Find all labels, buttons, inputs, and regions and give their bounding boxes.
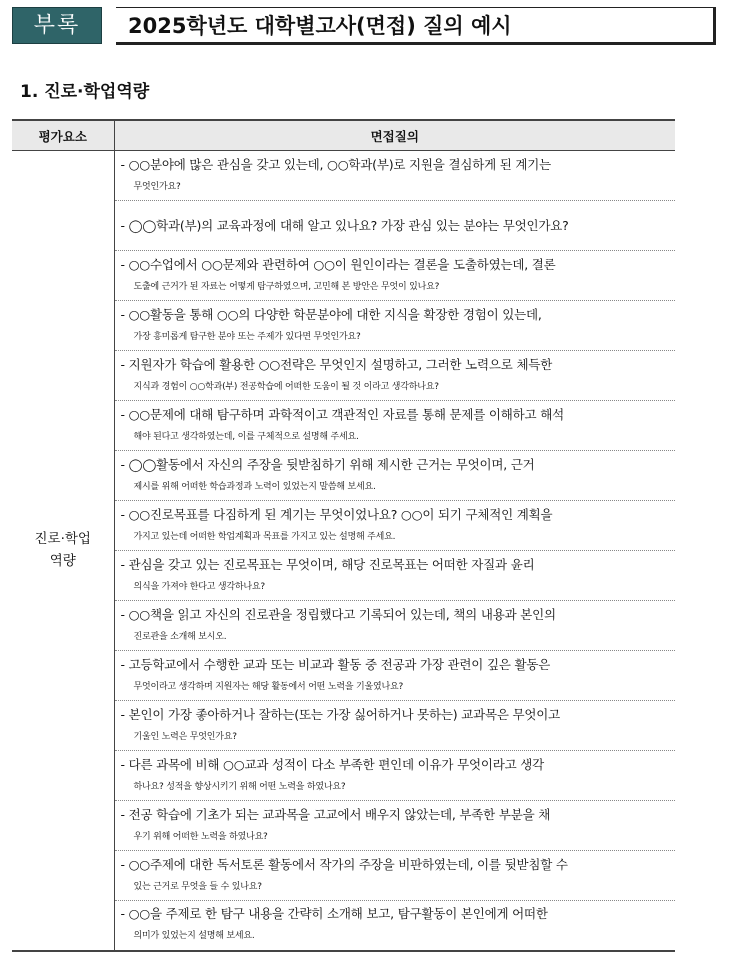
question-text [121,554,670,598]
question-line: 기울인 노력은 무엇인가요? [133,731,237,742]
question-text [121,354,670,398]
table-body [12,151,675,951]
question-text [121,854,670,898]
question-line: 가장 흥미롭게 탐구한 분야 또는 주제가 있다면 무엇인가요? [133,331,361,342]
title-box [116,7,716,45]
table-header-row [12,120,675,151]
column-header-question: 면접질의 [114,120,675,151]
question-text [121,654,670,698]
question-cell [114,901,675,951]
column-header-category: 평가요소 [12,120,114,151]
question-cell [114,251,675,301]
question-line: - ○○활동을 통해 ○○의 다양한 학문분야에 대한 지식을 확장한 경험이 있는데, [120,306,542,322]
question-line: - ○○책을 읽고 자신의 진로관을 정립했다고 기록되어 있는데, 책의 내용과 본인의 [120,606,556,622]
question-cell [114,751,675,801]
question-text [121,704,670,748]
evaluation-category-cell [12,151,114,951]
question-line: - 고등학교에서 수행한 교과 또는 비교과 활동 중 전공과 가장 관련이 깊은 활동은 [120,656,551,672]
question-cell [114,851,675,901]
question-line: 도출에 근거가 된 자료는 어떻게 탐구하였으며, 고민해 본 방안은 무엇이 있나요? [133,281,440,292]
question-text [121,215,670,237]
question-line: 의미가 있었는지 설명해 보세요. [133,931,255,942]
question-cell [114,701,675,751]
question-line: - 본인이 가장 좋아하거나 잘하는(또는 가장 싫어하거나 못하는) 교과목은 무엇이고 [120,706,561,722]
question-line: - 다른 과목에 비해 ○○교과 성적이 다소 부족한 편인데 이유가 무엇이라고 생각 [120,756,544,772]
question-line: 제시를 위해 어떠한 학습과정과 노력이 있었는지 말씀해 보세요. [133,481,376,492]
question-line: - 전공 학습에 기초가 되는 교과목을 고교에서 배우지 않았는데, 부족한 부분을 채 [120,806,551,822]
question-line: 있는 근거로 무엇을 들 수 있나요? [133,881,262,892]
question-text [121,804,670,848]
question-line: 무엇인가요? [133,181,181,192]
section-heading: 1. 진로·학업역량 [20,82,150,102]
question-text [121,754,670,798]
table-row [12,151,675,201]
question-line: 하나요? 성적을 향상시키기 위해 어떤 노력을 하였나요? [133,781,346,792]
question-line: 우기 위해 어떠한 노력을 하였나요? [133,831,268,842]
question-text [121,903,670,947]
question-cell [114,351,675,401]
question-cell [114,201,675,251]
question-line: - ○○수업에서 ○○문제와 관련하여 ○○이 원인이라는 결론을 도출하였는데, 결론 [120,256,556,272]
question-line: 해야 된다고 생각하였는데, 이를 구체적으로 설명해 주세요. [133,431,359,442]
question-line: - ○○을 주제로 한 탐구 내용을 간략히 소개해 보고, 탐구활동이 본인에게 어떠한 [120,906,548,922]
question-cell [114,301,675,351]
question-line: 지식과 경험이 ○○학과(부) 전공학습에 어떠한 도움이 될 것 이라고 생각하나요? [133,381,439,392]
question-cell [114,451,675,501]
question-text [121,454,670,498]
page-title: 2025학년도 대학별고사(면접) 질의 예시 [128,14,512,38]
question-text [121,154,670,198]
question-cell [114,501,675,551]
question-line: - 지원자가 학습에 활용한 ○○전략은 무엇인지 설명하고, 그러한 노력으로 체득한 [120,356,553,372]
question-line: 무엇이라고 생각하며 지원자는 해당 활동에서 어떤 노력을 기울였나요? [133,681,404,692]
question-cell [114,401,675,451]
question-text [121,304,670,348]
appendix-header [12,7,716,45]
question-line: - ○○분야에 많은 관심을 갖고 있는데, ○○학과(부)로 지원을 결심하게 된 계기는 [120,156,552,172]
question-text [121,404,670,448]
question-line: 진로관을 소개해 보시오. [133,631,227,642]
question-line: 의식을 가져야 한다고 생각하나요? [133,581,265,592]
question-cell [114,151,675,201]
question-line: - ○○문제에 대해 탐구하며 과학적이고 객관적인 자료를 통해 문제를 이해하고 해석 [120,406,564,422]
appendix-badge: 부록 [12,7,102,44]
question-cell [114,651,675,701]
interview-question-table [12,119,675,952]
evaluation-category-label: 진로·학업 역량 [34,531,91,570]
question-line: - ○○진로목표를 다짐하게 된 계기는 무엇이었나요? ○○이 되기 구체적인 계획을 [120,506,553,522]
question-cell [114,801,675,851]
question-cell [114,601,675,651]
question-text [121,504,670,548]
question-text [121,254,670,298]
question-line: - 관심을 갖고 있는 진로목표는 무엇이며, 해당 진로목표는 어떠한 자질과 윤리 [120,556,535,572]
question-cell [114,551,675,601]
question-line: 가지고 있는데 어떠한 학업계획과 목표를 가지고 있는 설명해 주세요. [133,531,396,542]
question-line: - ◯◯활동에서 자신의 주장을 뒷받침하기 위해 제시한 근거는 무엇이며, 근거 [120,456,535,472]
question-line: - ○○주제에 대한 독서토론 활동에서 작가의 주장을 비판하였는데, 이를 뒷받침할 수 [120,856,568,872]
question-line: - ◯◯학과(부)의 교육과정에 대해 알고 있나요? 가장 관심 있는 분야는 무엇인가요? [120,217,569,233]
question-text [121,604,670,648]
